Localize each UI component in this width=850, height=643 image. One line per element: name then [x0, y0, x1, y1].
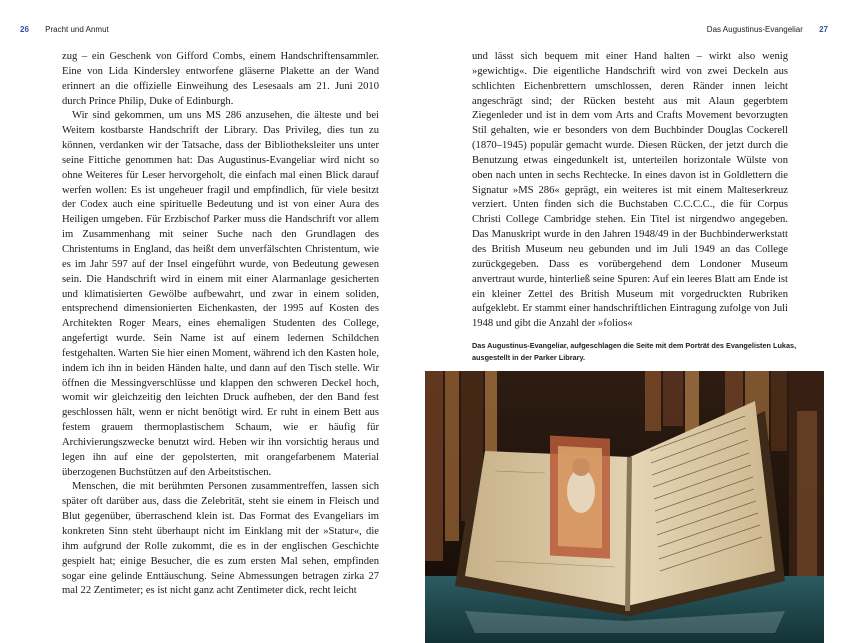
- right-page-header: [707, 25, 828, 34]
- manuscript-photo: [425, 371, 824, 643]
- left-page-header: [20, 25, 109, 34]
- photo-caption: Das Augustinus-Evangeliar, aufgeschlagen die Seite mit dem Porträt des Evangelisten Lukas, ausgestellt in der Parker Library.: [472, 341, 797, 362]
- right-page-number: 27: [819, 25, 828, 34]
- left-running-head: Pracht und Anmut: [45, 25, 109, 34]
- paragraph: und lässt sich bequem mit einer Hand halten – wirkt also wenig »gewichtig«. Die eigentliche Handschrift wird von zwei Deckeln aus schlichten Eichenbrettern umschlossen, deren Ränder innen leicht angeschrägt sind; der Rücken besteht aus mit Alaun gegerbtem Ziegenleder und ist in dem vom Arts and Crafts Movement bevorzugten Stil gehalten, wie er besonders von dem Buchbinder Douglas Cockerell (1870–1945) populär gemacht wurde. Diesen Rücken, der jetzt durch die Benutzung etwas eingedunkelt ist, unterteilen horizontale Wülste von oben nach unten in sechs Rechtecke. In eines davon ist in Goldlettern die Signatur »MS 286« geprägt, ein weiteres ist mit einem Malteserkreuz verziert. Unten finden sich die Buchstaben C.C.C.C., die für Corpus Christi College Cambridge stehen. Ein Titel ist nirgendwo angegeben. Das Manuskript wurde in den Jahren 1948/49 in der Buchbinderwerkstatt des British Museum neu gebunden und im Juli 1949 an das College zurückgegeben. Dass es vorübergehend dem Londoner Museum anvertraut wurde, hinterließ seine Spuren: Auf ein leeres Blatt am Ende ist ein kleiner Zettel des British Museum mit vorgedruckten Rubriken aufgeklebt. Er stammt einer handschriftlichen Eintragung zufolge von Juli 1948 und gibt die Anzahl der »folios«: [472, 51, 788, 330]
- right-running-head: Das Augustinus-Evangeliar: [706, 25, 803, 34]
- left-page-number: 26: [20, 25, 29, 34]
- paragraph: Menschen, die mit berühmten Personen zusammentreffen, lassen sich später oft darüber aus, dass die Zelebrität, steht sie einem in Fleisch und Blut gegenüber, überraschend klein ist. Das Format des Evangeliars im konkreten Sinn steht überhaupt nicht im Einklang mit der »Statur«, die ihm aufgrund der Rolle zukommt, die es in der englischen Geschichte gespielt hat; einige Besucher, die es zum ersten Mal sehen, empfinden sogar eine gelinde Enttäuschung. Seine Abmessungen betragen zirka 27 mal 22 Zentimeter; es ist nicht ganz acht Zentimeter dick, recht leicht: [62, 481, 379, 597]
- paragraph: zug – ein Geschenk von Gifford Combs, einem Handschriftensammler. Eine von Lida Kindersley entworfene gläserne Plakette an der Wand erinnert an die offizielle Einweihung des Lesesaals am 21. Juni 2010 durch Prince Philip, Duke of Edinburgh.: [62, 51, 379, 107]
- open-manuscript-image: [425, 371, 824, 643]
- left-body-text: [62, 50, 379, 599]
- paragraph: Wir sind gekommen, um uns MS 286 anzusehen, die älteste und bei Weitem kostbarste Handschrift der Library. Das Privileg, dies tun zu können, verdanken wir der Tatsache, dass der Bibliotheksleiter uns unter seine Fittiche genommen hat: Das Augustinus-Evangeliar wird nicht so ohne Weiteres für Leser hervorgeholt, die einfach mal einen Blick darauf werfen wollen: Es ist ungeheuer fragil und empfindlich, für viele besitzt der Codex auch eine spirituelle Bedeutung und ist von einer Aura des Heiligen umgeben. Für Erzbischof Parker muss die Handschrift vor allem im Zusammenhang mit seiner Suche nach den Grundlagen des Christentums in England, das heißt dem unverfälschten Christentum, wie es im Jahr 597 auf der Insel eingeführt wurde, von Bedeutung gewesen sein. Die Handschrift wird in einem mit einer Alarmanlage gesicherten und klimatisierten Gewölbe aufbewahrt, und zwar in einem soliden, entsprechend dimensionierten Eichenkasten, der 1995 auf Kosten des Architekten Roger Mears, eines ehemaligen Studenten des College, angefertigt wurde. Sein Name ist auf einem ledernen Schildchen festgehalten. Warten Sie hier einen Moment, während ich den Kasten hole, indem ich ihn in beiden Händen halte, und dann auf den Tisch stelle. Wir öffnen die Messingverschlüsse und klappen den schweren Deckel hoch, womit wir gleichzeitig den leichten Druck aufheben, der den Band fest geschlossen hält, wenn er nicht benötigt wird. Er ruht in einem Bett aus festem grauem thermoplastischem Schaum, wie er häufig für Archivierungszwecke benutzt wird. Heben wir ihn vorsichtig heraus und legen ihn auf eine der gepolsterten, mit orangefarbenem Material überzogenen Buchstützen auf den Arbeitstischen.: [62, 110, 379, 478]
- right-body-text: [472, 50, 788, 332]
